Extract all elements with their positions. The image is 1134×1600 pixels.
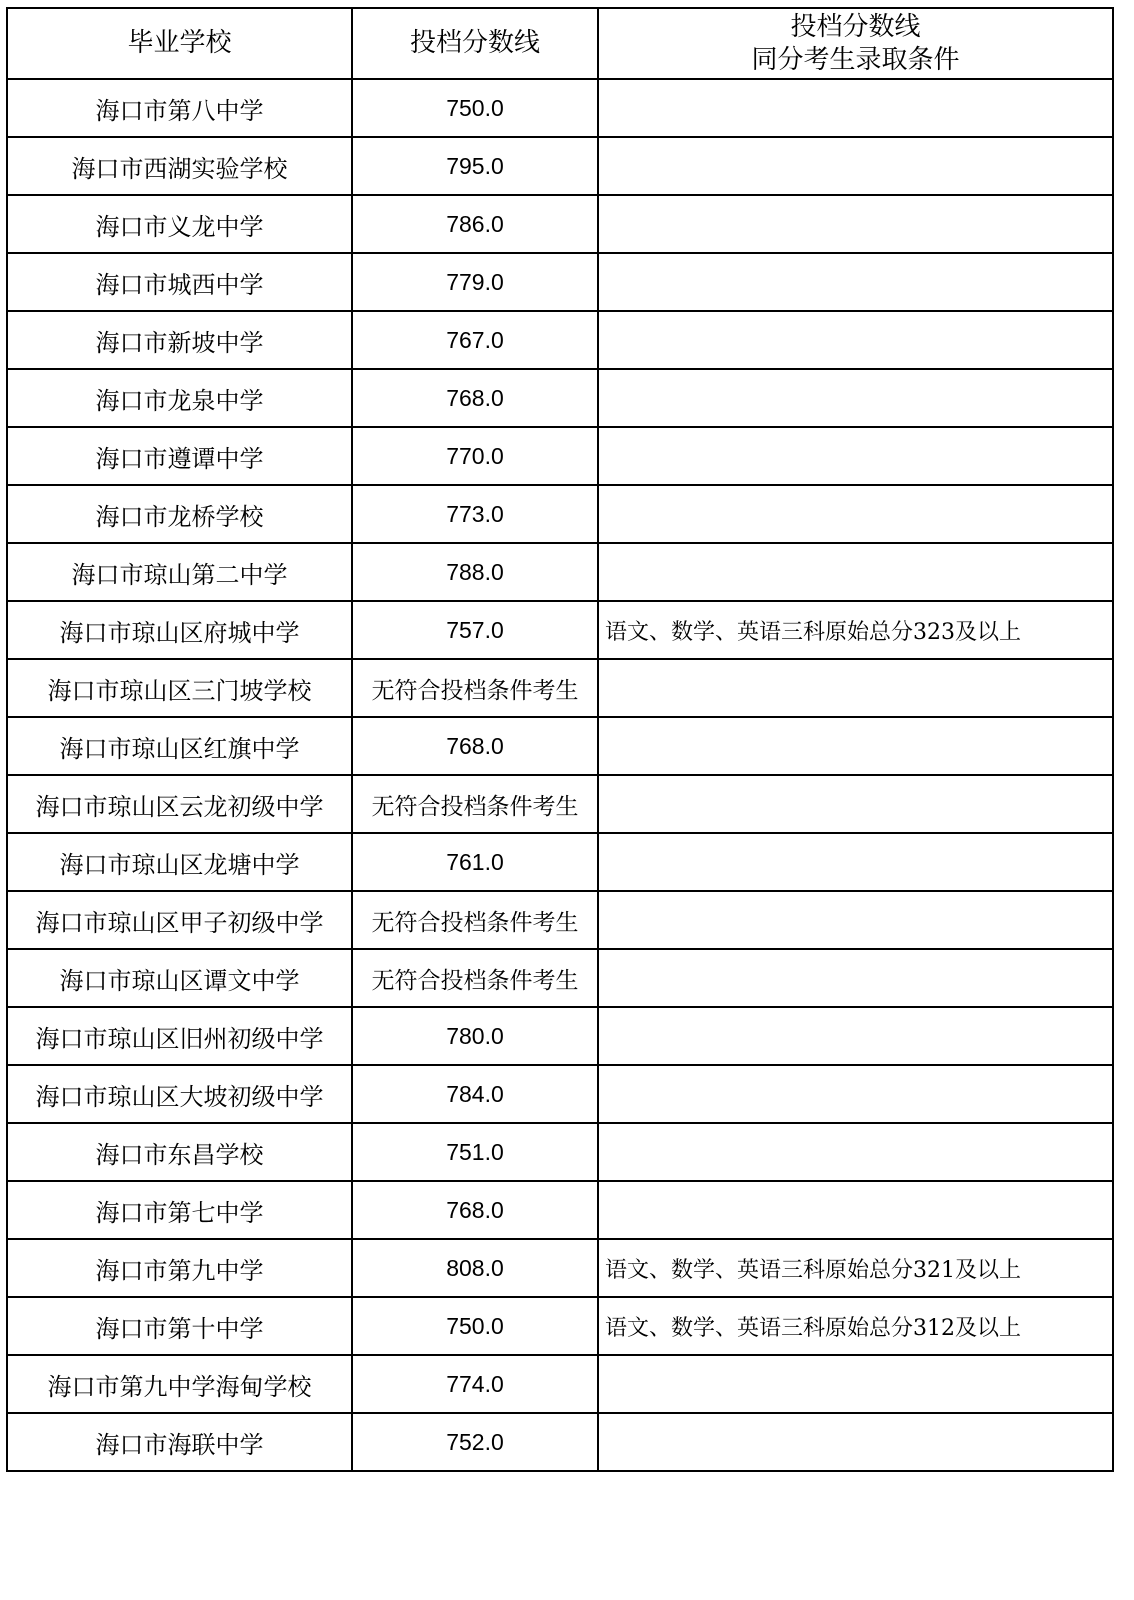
tie-condition-cell <box>598 427 1113 485</box>
header-condition-line1: 投档分数线 <box>790 11 921 42</box>
score-line-cell: 750.0 <box>352 1297 598 1355</box>
tie-condition-cell <box>598 659 1113 717</box>
score-line-cell: 无符合投档条件考生 <box>352 949 598 1007</box>
header-score: 投档分数线 <box>352 8 598 79</box>
table-row <box>7 1239 1113 1297</box>
table-row <box>7 1065 1113 1123</box>
table-row <box>7 659 1113 717</box>
tie-condition-cell <box>598 79 1113 137</box>
table-row <box>7 79 1113 137</box>
school-name-cell: 海口市第九中学海甸学校 <box>7 1355 352 1413</box>
school-name-cell: 海口市琼山区云龙初级中学 <box>7 775 352 833</box>
score-line-cell: 767.0 <box>352 311 598 369</box>
table-row <box>7 1413 1113 1471</box>
score-line-cell: 795.0 <box>352 137 598 195</box>
school-name-cell: 海口市琼山区三门坡学校 <box>7 659 352 717</box>
score-line-cell: 751.0 <box>352 1123 598 1181</box>
tie-condition-cell <box>598 891 1113 949</box>
table-row <box>7 1181 1113 1239</box>
score-line-cell: 768.0 <box>352 369 598 427</box>
tie-condition-cell <box>598 253 1113 311</box>
table-row <box>7 369 1113 427</box>
table-row <box>7 485 1113 543</box>
school-name-cell: 海口市琼山区府城中学 <box>7 601 352 659</box>
score-line-cell: 773.0 <box>352 485 598 543</box>
tie-condition-cell <box>598 949 1113 1007</box>
school-name-cell: 海口市第八中学 <box>7 79 352 137</box>
school-name-cell: 海口市龙桥学校 <box>7 485 352 543</box>
school-name-cell: 海口市琼山区甲子初级中学 <box>7 891 352 949</box>
header-condition-line2: 同分考生录取条件 <box>751 44 960 75</box>
score-line-cell: 无符合投档条件考生 <box>352 659 598 717</box>
table-row <box>7 775 1113 833</box>
school-name-cell: 海口市城西中学 <box>7 253 352 311</box>
tie-condition-cell <box>598 775 1113 833</box>
tie-condition-cell <box>598 137 1113 195</box>
table-row <box>7 311 1113 369</box>
tie-condition-cell <box>598 1065 1113 1123</box>
school-name-cell: 海口市第十中学 <box>7 1297 352 1355</box>
admission-score-table <box>6 7 1114 1472</box>
table-row <box>7 891 1113 949</box>
tie-condition-cell <box>598 1181 1113 1239</box>
school-name-cell: 海口市琼山区谭文中学 <box>7 949 352 1007</box>
table-row <box>7 1123 1113 1181</box>
score-line-cell: 768.0 <box>352 717 598 775</box>
score-line-cell: 774.0 <box>352 1355 598 1413</box>
tie-condition-cell <box>598 485 1113 543</box>
tie-condition-cell <box>598 833 1113 891</box>
table-row <box>7 427 1113 485</box>
table-row <box>7 195 1113 253</box>
tie-condition-cell: 语文、数学、英语三科原始总分321及以上 <box>598 1239 1113 1297</box>
school-name-cell: 海口市遵谭中学 <box>7 427 352 485</box>
tie-condition-cell <box>598 717 1113 775</box>
table-row <box>7 949 1113 1007</box>
score-line-cell: 750.0 <box>352 79 598 137</box>
tie-condition-cell <box>598 311 1113 369</box>
school-name-cell: 海口市琼山区旧州初级中学 <box>7 1007 352 1065</box>
table-row <box>7 1007 1113 1065</box>
school-name-cell: 海口市琼山第二中学 <box>7 543 352 601</box>
tie-condition-cell <box>598 543 1113 601</box>
score-line-cell: 757.0 <box>352 601 598 659</box>
tie-condition-cell: 语文、数学、英语三科原始总分312及以上 <box>598 1297 1113 1355</box>
school-name-cell: 海口市义龙中学 <box>7 195 352 253</box>
school-name-cell: 海口市海联中学 <box>7 1413 352 1471</box>
score-line-cell: 780.0 <box>352 1007 598 1065</box>
header-condition <box>598 8 1113 79</box>
tie-condition-cell <box>598 1355 1113 1413</box>
table-row <box>7 543 1113 601</box>
tie-condition-cell: 语文、数学、英语三科原始总分323及以上 <box>598 601 1113 659</box>
school-name-cell: 海口市新坡中学 <box>7 311 352 369</box>
table-row <box>7 601 1113 659</box>
table-row <box>7 1355 1113 1413</box>
score-line-cell: 784.0 <box>352 1065 598 1123</box>
school-name-cell: 海口市第九中学 <box>7 1239 352 1297</box>
score-line-cell: 779.0 <box>352 253 598 311</box>
score-line-cell: 788.0 <box>352 543 598 601</box>
school-name-cell: 海口市西湖实验学校 <box>7 137 352 195</box>
school-name-cell: 海口市琼山区大坡初级中学 <box>7 1065 352 1123</box>
school-name-cell: 海口市琼山区红旗中学 <box>7 717 352 775</box>
score-line-cell: 无符合投档条件考生 <box>352 891 598 949</box>
score-line-cell: 761.0 <box>352 833 598 891</box>
score-line-cell: 786.0 <box>352 195 598 253</box>
school-name-cell: 海口市琼山区龙塘中学 <box>7 833 352 891</box>
score-line-cell: 808.0 <box>352 1239 598 1297</box>
score-line-cell: 无符合投档条件考生 <box>352 775 598 833</box>
tie-condition-cell <box>598 1413 1113 1471</box>
header-school: 毕业学校 <box>7 8 352 79</box>
score-line-cell: 752.0 <box>352 1413 598 1471</box>
school-name-cell: 海口市第七中学 <box>7 1181 352 1239</box>
table-row <box>7 833 1113 891</box>
table-row <box>7 137 1113 195</box>
table-header-row <box>7 8 1113 79</box>
table-row <box>7 717 1113 775</box>
tie-condition-cell <box>598 1123 1113 1181</box>
tie-condition-cell <box>598 195 1113 253</box>
table-row <box>7 253 1113 311</box>
table-row <box>7 1297 1113 1355</box>
score-line-cell: 770.0 <box>352 427 598 485</box>
tie-condition-cell <box>598 369 1113 427</box>
tie-condition-cell <box>598 1007 1113 1065</box>
school-name-cell: 海口市东昌学校 <box>7 1123 352 1181</box>
score-line-cell: 768.0 <box>352 1181 598 1239</box>
school-name-cell: 海口市龙泉中学 <box>7 369 352 427</box>
